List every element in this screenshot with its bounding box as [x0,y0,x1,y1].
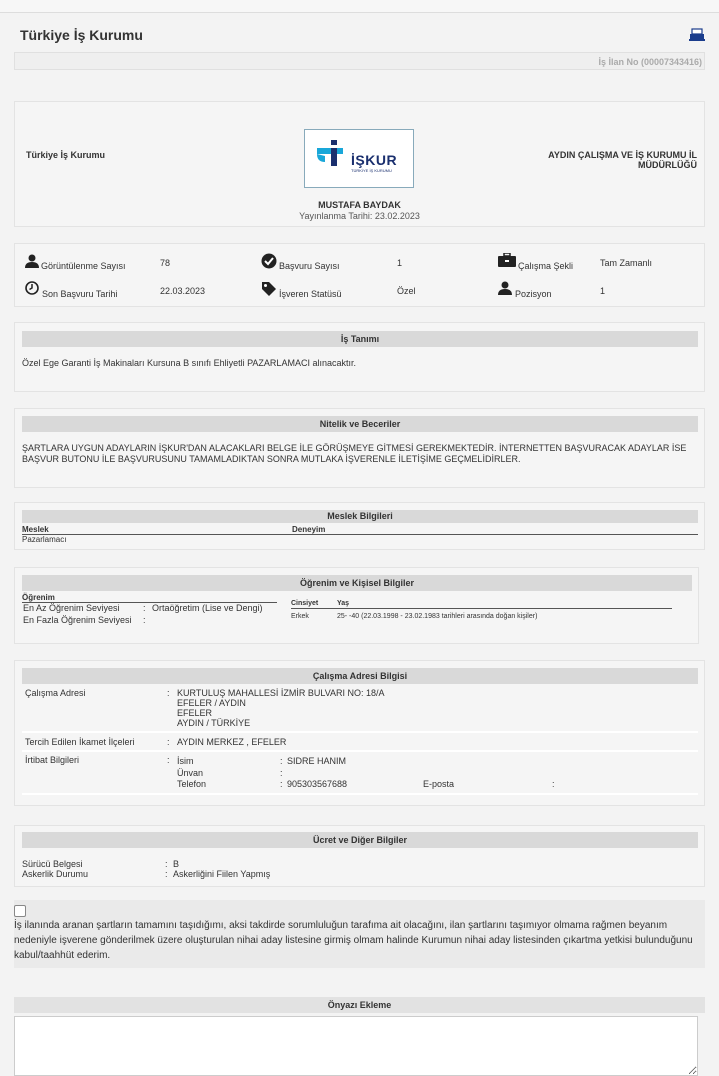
contact-phone-value: 905303567688 [287,779,348,789]
address-divider-1 [22,731,698,733]
deadline-value: 22.03.2023 [160,286,206,296]
iskur-logo-mark-icon [317,140,343,166]
work-address-label: Çalışma Adresi [25,688,86,698]
deadline-label: Son Başvuru Tarihi [42,289,118,299]
positions-label: Pozisyon [515,289,552,299]
military-label: Askerlik Durumu [22,869,89,879]
clock-icon [25,281,39,295]
views-label: Görüntülenme Sayısı [41,261,126,271]
cover-letter-title: Önyazı Ekleme [14,997,705,1013]
work-address-line-1: KURTULUŞ MAHALLESİ İZMİR BULVARI NO: 18/A [177,688,385,698]
work-address-line-2: EFELER / AYDIN [177,698,246,708]
iskur-logo [304,129,414,188]
contact-colon: : [167,755,170,765]
page-title: Türkiye İş Kurumu [20,27,143,43]
work-type-value: Tam Zamanlı [600,258,653,268]
gender-value: Erkek [291,613,309,620]
education-ogrenim-label: Öğrenim [22,593,55,602]
contact-phone-colon: : [280,779,283,789]
contact-phone-label: Telefon [177,779,207,789]
job-description-text: Özel Ege Garanti İş Makinaları Kursuna B sınıfı Ehliyetli PAZARLAMACI alınacaktır. [22,358,356,368]
job-description-section [14,322,705,392]
occupation-title: Meslek Bilgileri [22,510,698,523]
military-colon: : [165,869,168,879]
stats-row-2 [15,279,704,305]
ilan-number-bar [14,52,705,70]
user-icon [498,281,512,295]
cover-letter-textarea[interactable] [14,1016,698,1076]
education-title: Öğrenim ve Kişisel Bilgiler [22,575,692,591]
briefcase-icon [498,253,516,267]
occupation-divider [22,534,698,535]
occupation-col-deneyim: Deneyim [292,525,326,534]
other-info-title: Ücret ve Diğer Bilgiler [22,832,698,848]
contact-person: MUSTAFA BAYDAK [318,200,401,210]
applications-label: Başvuru Sayısı [279,261,340,271]
occupation-value: Pazarlamacı [22,535,67,544]
declaration-text: İş ilanında aranan şartların tamamını taşıdığımı, aksi takdirde sorumluluğun tarafıma ait olacağını, ilan şartlarını taşımıyor olmama rağmen beyanım nedeniyle işverene gönderilmek üzere oluşturulan nihai aday listesine girmiş olmam halinde Kurumun nihai aday listesinden çıkartma yetkisi bulunduğunu kabul/taahhüt ederim. [14,920,693,961]
age-col-label: Yaş [337,600,350,607]
license-colon: : [165,859,168,869]
contact-name-value: SIDRE HANIM [287,756,347,766]
qualifications-text: ŞARTLARA UYGUN ADAYLARIN İŞKUR'DAN ALACAKLARI BELGE İLE GÖRÜŞMEYE GİTMESİ GEREKMEKTEDİR. İNTERNETTEN BAŞVURACAK ADAYLAR İSE BAŞVUR BUTONU İLE BAŞVURUSUNU TAMAMLADIKTAN SONRA MUTLAKA İŞVERENLE İLETİŞİME GEÇMELİDİRLER. [22,443,687,464]
employer-left-name: Türkiye İş Kurumu [26,150,106,160]
check-circle-icon [261,253,277,269]
max-education-label: En Fazla Öğrenim Seviyesi [23,615,132,625]
license-label: Sürücü Belgesi [22,859,83,869]
occupation-section [14,502,705,550]
ilan-number: İş İlan No (00007343416) [598,57,702,67]
residence-colon: : [167,737,170,747]
contact-name-label: İsim [177,756,194,766]
contact-label: İrtibat Bilgileri [25,755,80,765]
age-value: 25- -40 (22.03.1998 - 23.02.1983 tarihleri arasında doğan kişiler) [337,613,538,620]
print-icon[interactable] [689,28,705,42]
stats-panel [14,243,705,307]
min-education-label: En Az Öğrenim Seviyesi [23,603,120,613]
work-type-label: Çalışma Şekli [518,261,574,271]
address-divider-3 [22,793,698,795]
stats-row-1 [15,251,704,277]
contact-title-colon: : [280,768,283,778]
work-address-line-3: EFELER [177,708,213,718]
address-section [14,660,705,806]
contact-email-colon: : [552,779,555,789]
logo-subtext: TÜRKİYE İŞ KURUMU [351,168,392,173]
occupation-col-meslek: Meslek [22,525,49,534]
gender-col-label: Cinsiyet [291,600,319,607]
job-description-title: İş Tanımı [22,331,698,347]
license-value: B [173,859,180,869]
declaration-checkbox[interactable] [14,905,26,917]
user-icon [25,254,39,268]
contact-title-label: Ünvan [177,768,204,778]
qualifications-section [14,408,705,488]
publish-date: Yayınlanma Tarihi: 23.02.2023 [299,211,420,221]
other-info-section [14,825,705,887]
contact-email-label: E-posta [423,779,455,789]
min-education-colon: : [143,603,146,613]
employer-status-label: İşveren Statüsü [279,289,342,299]
personal-divider [291,608,672,609]
residence-label: Tercih Edilen İkamet İlçeleri [25,737,135,747]
logo-text: İŞKUR [351,152,398,168]
address-divider-2 [22,750,698,752]
employer-status-value: Özel [397,286,416,296]
residence-value: AYDIN MERKEZ , EFELER [177,737,287,747]
qualifications-title: Nitelik ve Beceriler [22,416,698,432]
military-value: Askerliğini Fiilen Yapmış [173,869,271,879]
work-address-colon: : [167,688,170,698]
views-value: 78 [160,258,171,268]
address-title: Çalışma Adresi Bilgisi [22,668,698,684]
applications-value: 1 [397,258,403,268]
education-section [14,567,699,644]
tag-icon [261,281,277,297]
positions-value: 1 [600,286,606,296]
contact-name-colon: : [280,756,283,766]
min-education-value: Ortaöğretim (Lise ve Dengi) [152,603,263,613]
employer-header [14,101,705,227]
max-education-colon: : [143,615,146,625]
employer-right-name: AYDIN ÇALIŞMA VE İŞ KURUMU İL MÜDÜRLÜĞÜ [548,150,697,170]
top-bar [0,0,719,13]
work-address-line-4: AYDIN / TÜRKİYE [177,718,251,728]
